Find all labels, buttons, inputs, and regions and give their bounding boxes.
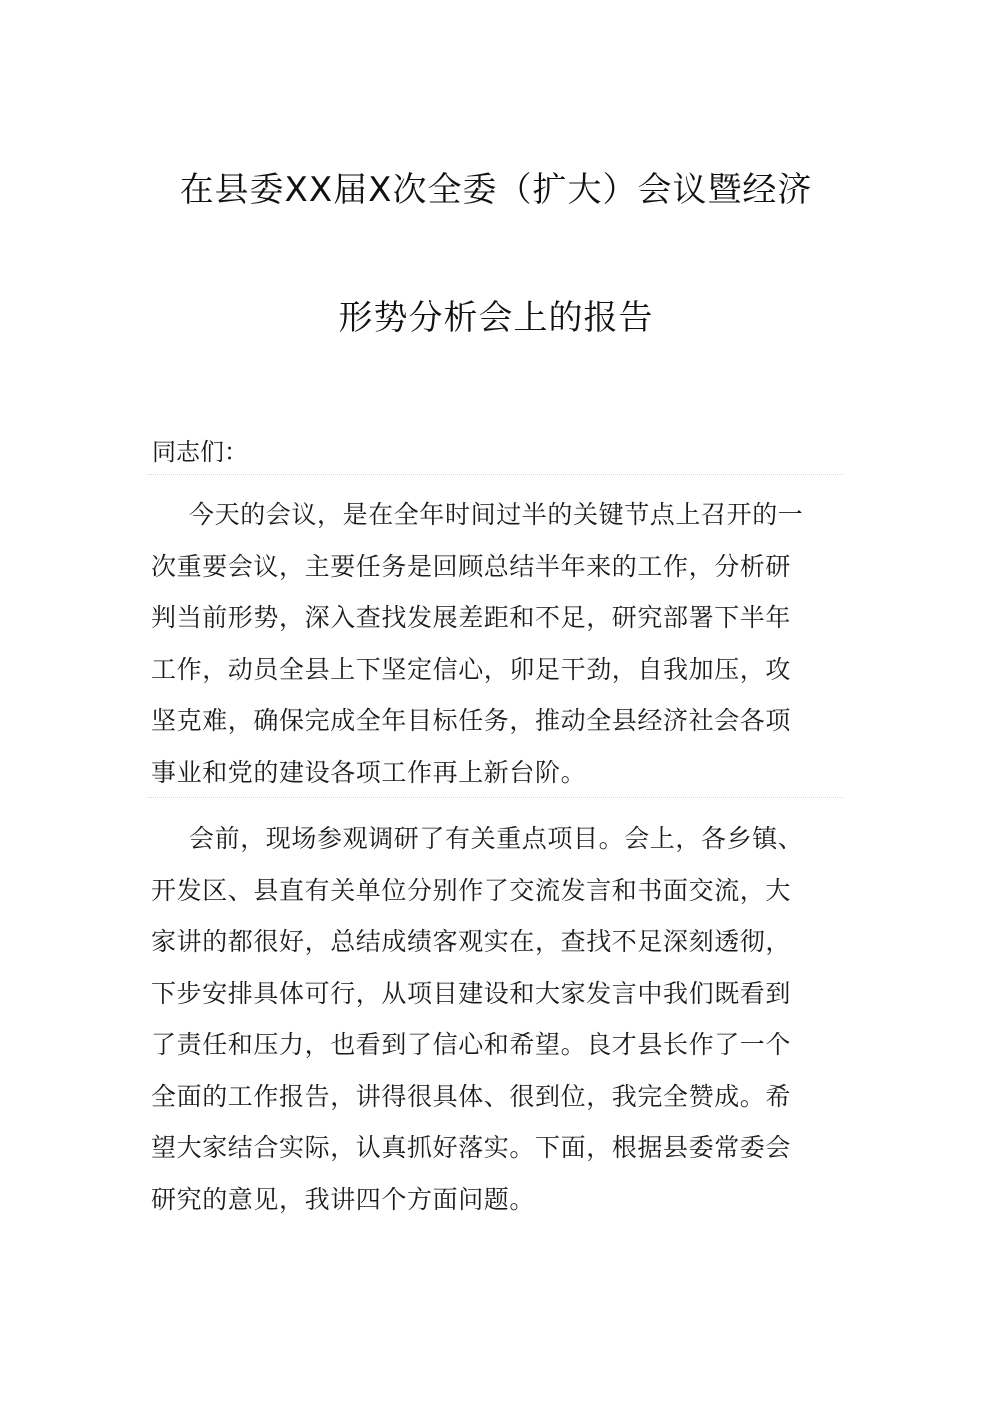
paragraph-2 (151, 818, 841, 1230)
paragraph-line: 望大家结合实际，认真抓好落实。下面，根据县委常委会 (151, 1133, 792, 1162)
paragraph-line: 全面的工作报告，讲得很具体、很到位，我完全赞成。希 (151, 1081, 792, 1111)
paragraph-line: 开发区、县直有关单位分别作了交流发言和书面交流，大 (151, 875, 792, 905)
paragraph-line: 坚克难，确保完成全年目标任务，推动全县经济社会各项 (151, 706, 792, 735)
divider (148, 797, 844, 798)
paragraph-line: 会前，现场参观调研了有关重点项目。会上，各乡镇、 (189, 824, 804, 853)
paragraph-line: 研究的意见，我讲四个方面问题。 (151, 1184, 536, 1214)
paragraph-line: 今天的会议，是在全年时间过半的关键节点上召开的一 (189, 500, 804, 529)
document-title-line-1: 在县委XX届X次全委（扩大）会议暨经济 (179, 170, 813, 210)
paragraph-line: 次重要会议，主要任务是回顾总结半年来的工作，分析研 (151, 551, 792, 581)
paragraph-line: 判当前形势，深入查找发展差距和不足，研究部署下半年 (151, 603, 792, 632)
paragraph-line: 事业和党的建设各项工作再上新台阶。 (151, 757, 587, 787)
paragraph-line: 工作，动员全县上下坚定信心，卯足干劲，自我加压，攻 (151, 654, 792, 684)
paragraph-line: 家讲的都很好，总结成绩客观实在，查找不足深刻透彻， (151, 927, 792, 956)
divider (148, 474, 844, 475)
salutation: 同志们： (152, 438, 248, 466)
document-title-line-2: 形势分析会上的报告 (338, 298, 654, 338)
paragraph-1 (151, 494, 841, 803)
paragraph-line: 了责任和压力，也看到了信心和希望。良才县长作了一个 (151, 1030, 792, 1059)
paragraph-line: 下步安排具体可行，从项目建设和大家发言中我们既看到 (151, 978, 792, 1008)
